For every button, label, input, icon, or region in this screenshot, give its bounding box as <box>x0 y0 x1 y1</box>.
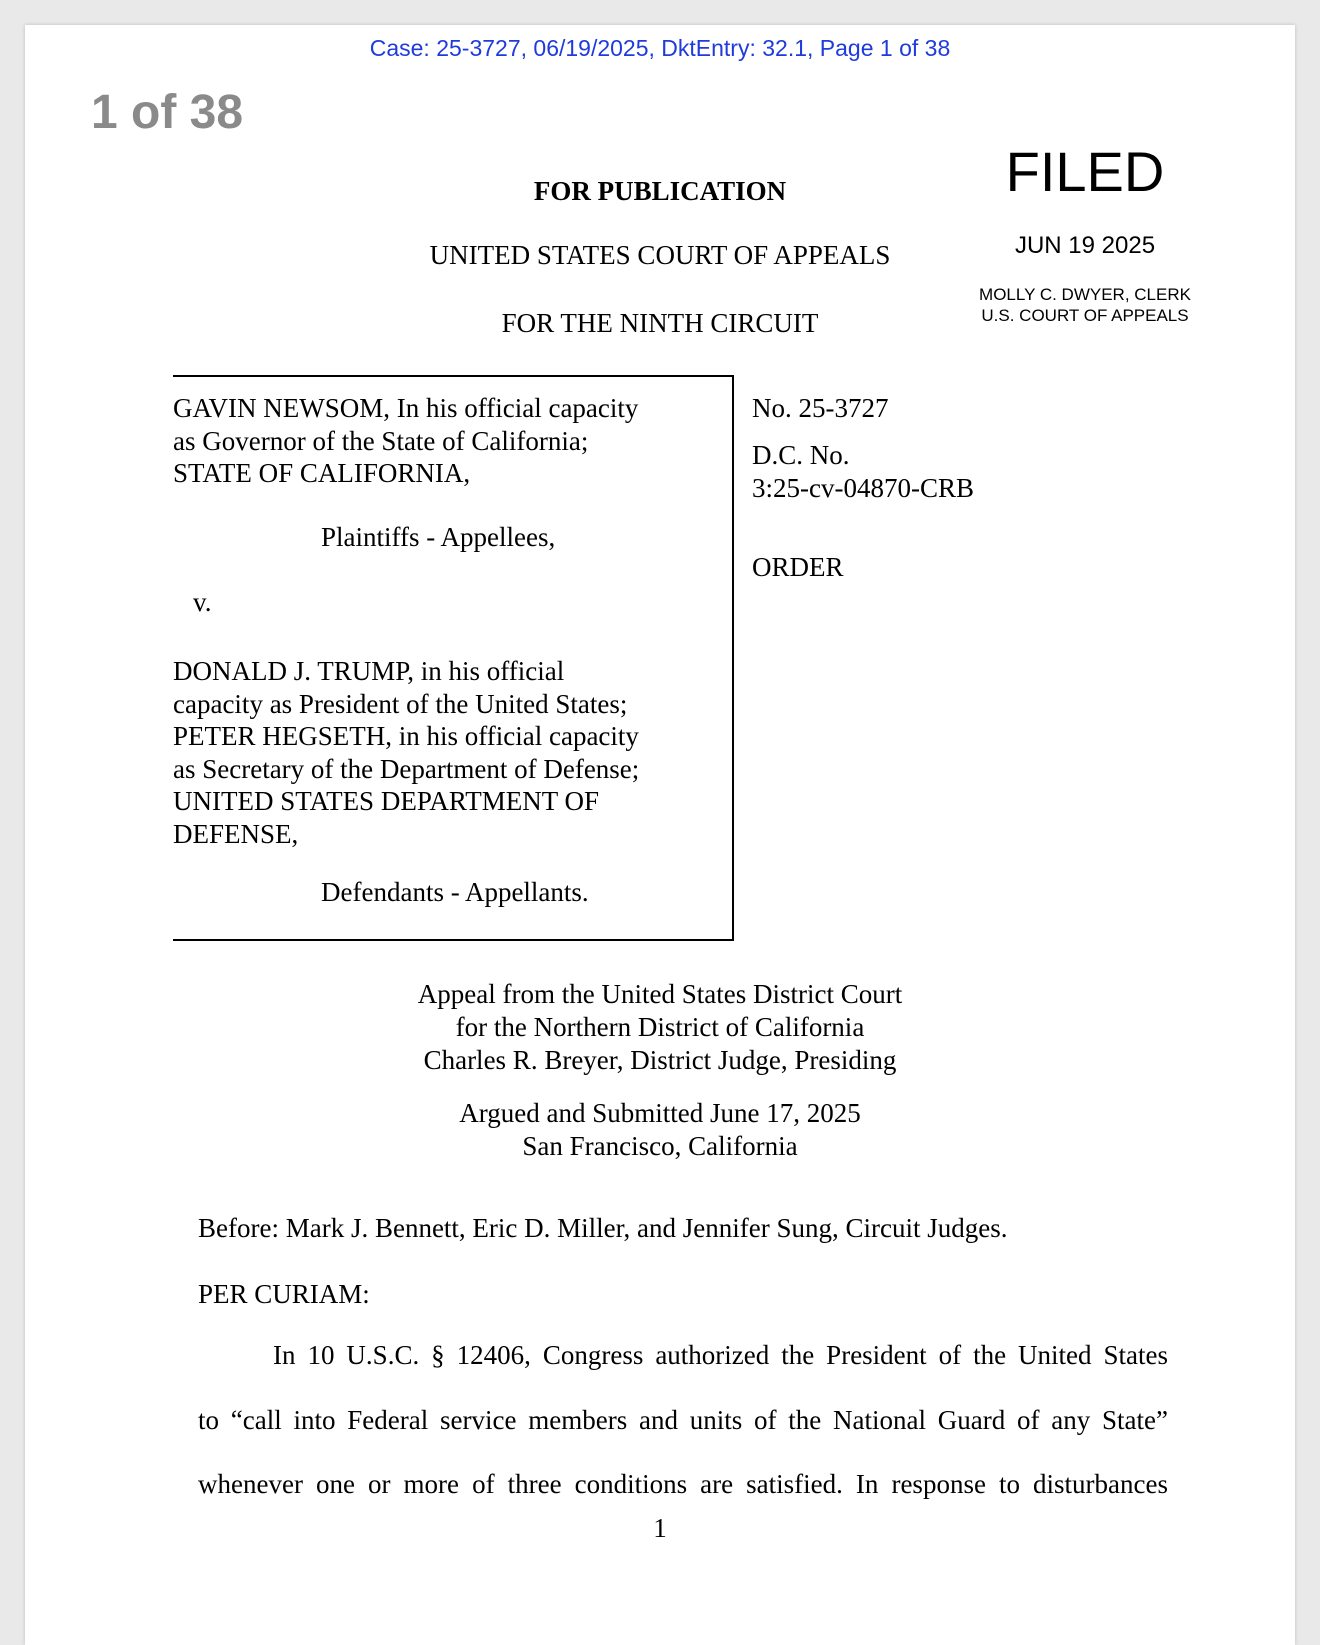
court-heading: UNITED STATES COURT OF APPEALS <box>429 240 891 270</box>
argued-line: San Francisco, California <box>522 1131 798 1161</box>
appeal-line: Appeal from the United States District Court <box>417 979 903 1009</box>
body-text-line: whenever one or more of three conditions are satisfied. In response to disturbances <box>198 1469 1168 1499</box>
appeal-line: for the Northern District of California <box>455 1012 865 1042</box>
body-text-line: In 10 U.S.C. § 12406, Congress authorized the President of the United States <box>273 1340 1168 1370</box>
appeal-line: Charles R. Breyer, District Judge, Presiding <box>423 1045 897 1075</box>
body-text-line: to “call into Federal service members and units of the National Guard of any State” <box>198 1405 1168 1435</box>
defendants-role: Defendants - Appellants. <box>321 877 589 907</box>
case-header-line: Case: 25-3727, 06/19/2025, DktEntry: 32.1, Page 1 of 38 <box>369 35 951 61</box>
argued-block <box>25 1097 1295 1163</box>
filed-stamp-date: JUN 19 2025 <box>1014 232 1156 259</box>
plaintiffs-line: as Governor of the State of California; <box>173 425 589 456</box>
per-curiam-heading: PER CURIAM: <box>198 1279 370 1309</box>
defendants-line: DONALD J. TRUMP, in his official <box>173 656 565 686</box>
case-number: No. 25-3727 <box>752 393 889 423</box>
plaintiffs-names <box>173 392 718 490</box>
argued-line: Argued and Submitted June 17, 2025 <box>459 1098 861 1128</box>
filed-stamp-label: FILED <box>1005 140 1165 203</box>
versus-label: v. <box>193 587 212 617</box>
document-page <box>25 25 1295 1645</box>
filed-stamp-clerk <box>955 284 1215 326</box>
appeal-block <box>25 978 1295 1077</box>
plaintiffs-role: Plaintiffs - Appellees, <box>321 522 556 552</box>
case-caption-box <box>173 375 734 941</box>
clerk-court: U.S. COURT OF APPEALS <box>981 306 1189 325</box>
district-court-number <box>752 439 974 505</box>
panel-judges: Before: Mark J. Bennett, Eric D. Miller, and Jennifer Sung, Circuit Judges. <box>198 1213 1008 1243</box>
plaintiffs-line: STATE OF CALIFORNIA, <box>173 458 471 488</box>
circuit-heading: FOR THE NINTH CIRCUIT <box>501 308 819 338</box>
defendants-line: capacity as President of the United States; <box>173 688 628 719</box>
plaintiffs-line: GAVIN NEWSOM, In his official capacity <box>173 393 639 423</box>
dc-label: D.C. No. <box>752 440 850 470</box>
page-indicator: 1 of 38 <box>91 86 244 139</box>
defendants-line: as Secretary of the Department of Defense; <box>173 753 640 784</box>
dc-number: 3:25-cv-04870-CRB <box>752 473 974 503</box>
page-number: 1 <box>653 1513 667 1543</box>
defendants-line: PETER HEGSETH, in his official capacity <box>173 721 639 751</box>
publication-heading: FOR PUBLICATION <box>533 176 787 206</box>
order-label: ORDER <box>752 552 844 582</box>
clerk-name: MOLLY C. DWYER, CLERK <box>979 285 1191 304</box>
defendants-line: UNITED STATES DEPARTMENT OF <box>173 786 600 816</box>
defendants-names <box>173 655 718 850</box>
defendants-line: DEFENSE, <box>173 818 299 849</box>
